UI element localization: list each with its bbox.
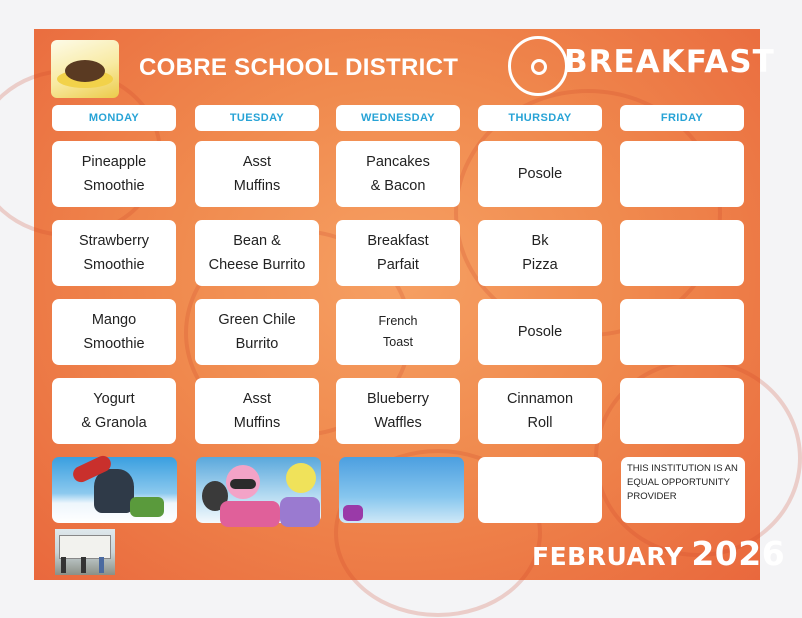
menu-cell <box>478 220 602 286</box>
notice-line: EQUAL OPPORTUNITY <box>627 477 730 488</box>
year-label: 2026 <box>691 534 786 573</box>
menu-item-line: Pineapple <box>81 154 147 170</box>
menu-item-line: Muffins <box>233 415 281 431</box>
equal-opportunity-notice <box>621 457 745 523</box>
ski-photo <box>196 457 321 523</box>
menu-cell <box>195 220 319 286</box>
menu-item-line: Waffles <box>374 415 422 431</box>
day-header-tuesday: TUESDAY <box>195 105 319 131</box>
menu-item-line: Pancakes <box>366 154 430 170</box>
menu-cell <box>478 299 602 365</box>
menu-cell <box>478 378 602 444</box>
menu-cell <box>620 141 744 207</box>
menu-cell <box>195 299 319 365</box>
notice-line: PROVIDER <box>627 491 677 502</box>
menu-item-line: Cheese Burrito <box>208 257 306 273</box>
menu-cell <box>52 378 176 444</box>
menu-item-line: Bk <box>531 233 549 249</box>
menu-cell <box>336 220 460 286</box>
menu-sheet <box>34 29 786 580</box>
menu-item-line: Bean & <box>233 233 281 249</box>
menu-item-line: & Granola <box>81 415 147 431</box>
menu-item-line: French <box>378 314 418 328</box>
pancake-photo <box>51 40 119 98</box>
menu-item-line: Roll <box>527 415 553 431</box>
menu-item-line: Toast <box>383 335 413 349</box>
menu-cell <box>620 299 744 365</box>
day-header-wednesday: WEDNESDAY <box>336 105 460 131</box>
day-header-friday: FRIDAY <box>620 105 744 131</box>
menu-item-line: Pizza <box>522 257 558 273</box>
menu-item-line: Blueberry <box>366 391 430 407</box>
breakfast-plate-icon <box>508 36 568 96</box>
menu-item-line: Strawberry <box>78 233 150 249</box>
menu-cell <box>52 220 176 286</box>
menu-item-line: Breakfast <box>367 233 429 249</box>
breakfast-title: BREAKFAST <box>564 44 775 80</box>
menu-item-line: & Bacon <box>370 178 426 194</box>
menu-cell-empty <box>478 457 602 523</box>
menu-cell <box>620 378 744 444</box>
menu-item-line: Yogurt <box>93 391 135 407</box>
menu-item-line: Smoothie <box>83 336 145 352</box>
school-bus-photo <box>55 529 115 575</box>
menu-item-line: Asst <box>242 391 272 407</box>
menu-cell <box>195 141 319 207</box>
notice-line: THIS INSTITUTION IS AN <box>627 463 738 474</box>
menu-item-line: Parfait <box>377 257 419 273</box>
menu-cell <box>620 220 744 286</box>
menu-item-line: Asst <box>242 154 272 170</box>
district-title: COBRE SCHOOL DISTRICT <box>139 54 459 81</box>
menu-cell <box>478 141 602 207</box>
month-label: FEBRUARY <box>532 542 684 571</box>
menu-item-line: Green Chile <box>218 312 296 328</box>
menu-item-line: Posole <box>517 324 563 340</box>
ski-photo <box>339 457 464 523</box>
menu-cell <box>336 141 460 207</box>
menu-item-line: Muffins <box>233 178 281 194</box>
menu-item-line: Posole <box>517 166 563 182</box>
menu-item-line: Mango <box>91 312 137 328</box>
ski-photo <box>52 457 177 523</box>
day-header-thursday: THURSDAY <box>478 105 602 131</box>
menu-cell <box>52 141 176 207</box>
menu-item-line: Smoothie <box>83 257 145 273</box>
menu-cell <box>52 299 176 365</box>
menu-cell <box>336 378 460 444</box>
menu-cell <box>195 378 319 444</box>
menu-item-line: Burrito <box>235 336 279 352</box>
menu-item-line: Cinnamon <box>506 391 574 407</box>
menu-item-line: Smoothie <box>83 178 145 194</box>
menu-cell <box>336 299 460 365</box>
month-year-label <box>532 534 785 573</box>
day-header-monday: MONDAY <box>52 105 176 131</box>
